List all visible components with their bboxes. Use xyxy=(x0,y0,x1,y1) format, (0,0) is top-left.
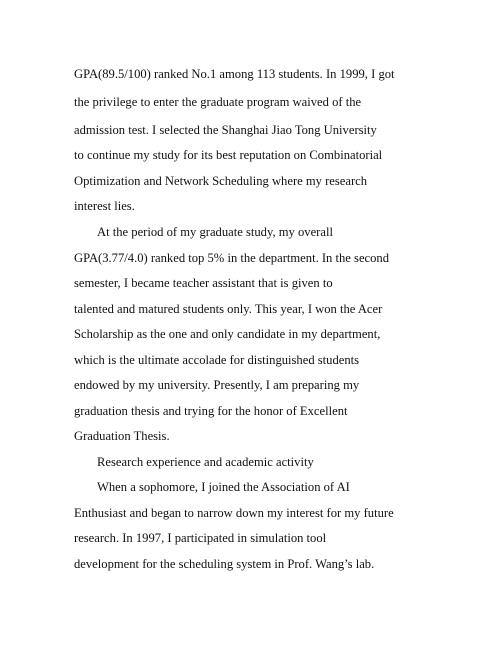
text-line: interest lies. xyxy=(74,199,135,213)
text-line: Graduation Thesis. xyxy=(74,429,170,443)
text-line: GPA(3.77/4.0) ranked top 5% in the department. In the second xyxy=(74,251,390,265)
text-line: which is the ultimate accolade for distinguished students xyxy=(74,353,360,367)
text-line: Scholarship as the one and only candidate in my department, xyxy=(74,327,381,341)
text-line: the privilege to enter the graduate program waived of the xyxy=(74,95,362,109)
text-line: admission test. I selected the Shanghai Jiao Tong University xyxy=(74,123,377,137)
text-line: graduation thesis and trying for the honor of Excellent xyxy=(74,404,348,418)
text-line: Enthusiast and began to narrow down my interest for my future xyxy=(74,506,394,520)
section-heading: Research experience and academic activity xyxy=(97,455,314,469)
paragraph-first-line: At the period of my graduate study, my overall xyxy=(97,225,333,239)
text-line: GPA(89.5/100) ranked No.1 among 113 students. In 1999, I got xyxy=(74,67,395,81)
text-line: Optimization and Network Scheduling where my research xyxy=(74,174,368,188)
text-line: semester, I became teacher assistant that is given to xyxy=(74,276,333,290)
text-line: research. In 1997, I participated in simulation tool xyxy=(74,531,327,545)
text-line: talented and matured students only. This year, I won the Acer xyxy=(74,302,383,316)
text-line: to continue my study for its best reputation on Combinatorial xyxy=(74,148,383,162)
paragraph-first-line: When a sophomore, I joined the Association of AI xyxy=(97,480,350,494)
text-line: endowed by my university. Presently, I am preparing my xyxy=(74,378,360,392)
text-line: development for the scheduling system in Prof. Wang’s lab. xyxy=(74,557,375,571)
